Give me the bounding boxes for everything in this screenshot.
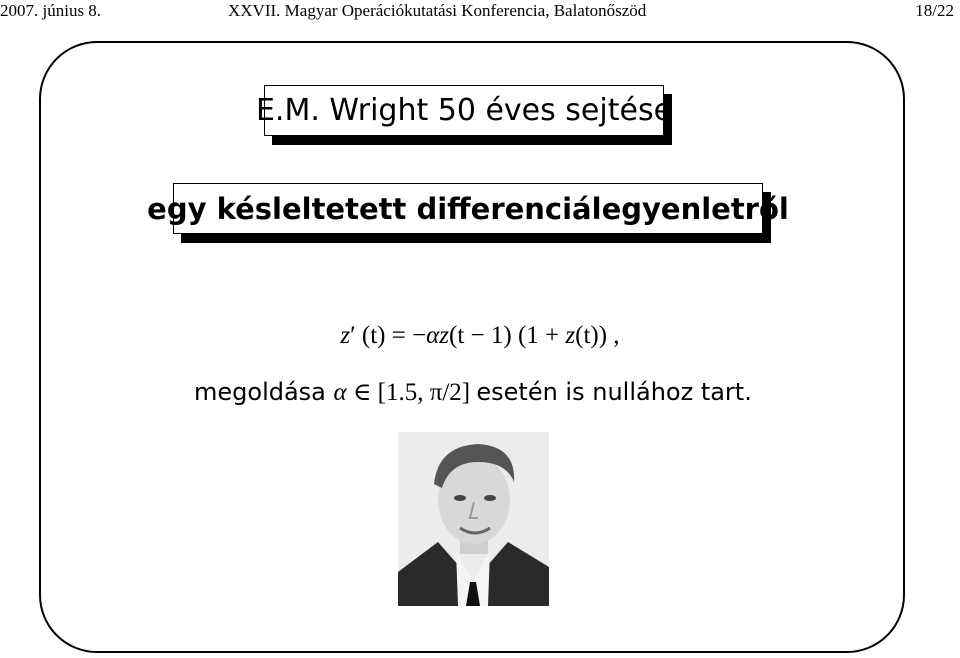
portrait-illustration: [398, 432, 549, 606]
slide-subtitle: egy késleltetett differenciálegyenletről: [173, 183, 763, 234]
formula-z: z: [340, 322, 351, 349]
result-suffix: esetén is nullához tart.: [476, 378, 752, 406]
formula-z2: z: [439, 322, 450, 349]
result-statement: [194, 377, 752, 407]
formula-end: (t)) ,: [575, 322, 620, 349]
result-prefix: megoldása: [194, 378, 334, 406]
formula-prime-t: ′ (t) = −: [350, 322, 427, 349]
result-alpha: α: [333, 379, 347, 406]
header-page-number: 18/22: [915, 1, 954, 20]
portrait-photo: [398, 432, 549, 606]
formula-arg: (t − 1) (1 +: [449, 322, 566, 349]
formula-alpha: α: [426, 322, 440, 349]
subtitle-box: [147, 183, 789, 243]
result-interval: ∈ [1.5, π/2]: [346, 379, 477, 406]
header-conference: XXVII. Magyar Operációkutatási Konferencia, Balatonőszöd: [228, 1, 647, 20]
title-box: [255, 85, 673, 145]
formula-z3: z: [565, 322, 576, 349]
header-date: 2007. június 8.: [0, 1, 102, 20]
delay-equation: [0, 322, 960, 350]
slide-title: E.M. Wright 50 éves sejtése: [264, 85, 664, 136]
